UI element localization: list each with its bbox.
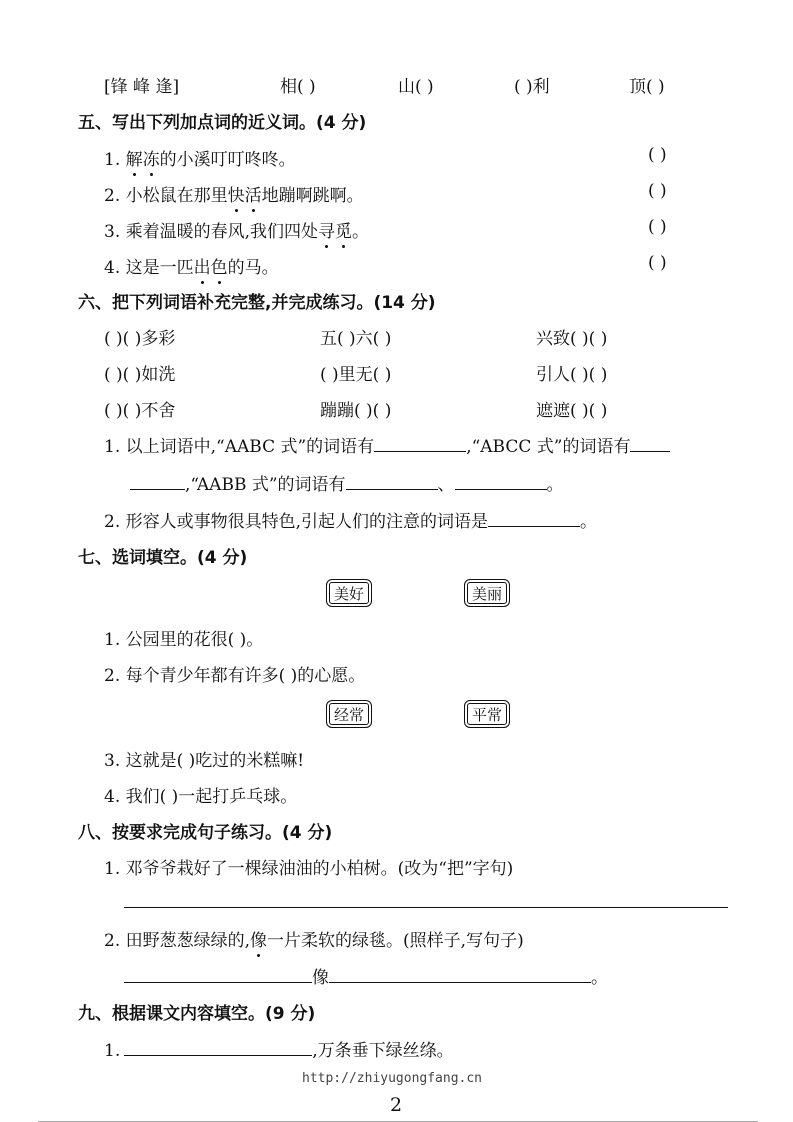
fill-blank[interactable]: ( )利 xyxy=(514,77,550,97)
section-title: 七、选词填空。(4 分) xyxy=(78,548,248,568)
question-line[interactable]: 2. 每个青少年都有许多( )的心愿。 xyxy=(104,666,366,686)
idiom-blank[interactable]: ( )( )如洗 xyxy=(104,365,176,385)
question-line[interactable]: 4. 我们( )一起打乒乓球。 xyxy=(104,787,298,807)
fill-blank[interactable]: 山( ) xyxy=(398,77,434,97)
question-line[interactable]: 3. 这就是( )吃过的米糕嘛! xyxy=(104,751,305,771)
emphasis-char: 解 xyxy=(126,145,143,170)
word-option-box: 美丽 xyxy=(464,579,510,607)
question-line: 1. 以上词语中,“AABC 式”的词语有 ,“ABCC 式”的词语有 xyxy=(104,432,670,457)
idiom-blank[interactable]: 遮遮( )( ) xyxy=(536,401,608,421)
emphasis-char: 活 xyxy=(245,181,262,206)
word-option-box: 平常 xyxy=(464,700,510,728)
dotted-word xyxy=(126,150,160,170)
idiom-blank[interactable]: 引人( )( ) xyxy=(536,365,608,385)
fill-blank[interactable]: 顶( ) xyxy=(629,77,665,97)
page-number: 2 xyxy=(390,1094,403,1116)
question-line: 1. ,万条垂下绿丝绦。 xyxy=(104,1041,454,1061)
dotted-word xyxy=(194,258,228,278)
answer-blank[interactable]: ( ) xyxy=(648,145,667,165)
emphasis-char: 觅 xyxy=(335,217,352,242)
answer-blank[interactable]: ( ) xyxy=(648,181,667,201)
question-line: 2. 小松鼠在那里快活地蹦啊跳啊。 xyxy=(104,181,364,206)
idiom-blank[interactable]: ( )里无( ) xyxy=(320,365,392,385)
answer-blank[interactable]: ( ) xyxy=(648,217,667,237)
answer-line[interactable] xyxy=(124,907,728,908)
char-group-options: [锋 峰 逢] xyxy=(104,77,180,97)
section-title: 五、写出下列加点词的近义词。(4 分) xyxy=(78,113,367,133)
fill-blank[interactable]: 相( ) xyxy=(280,77,316,97)
section-title: 九、根据课文内容填空。(9 分) xyxy=(78,1004,316,1024)
answer-underline[interactable] xyxy=(124,966,312,983)
idiom-blank[interactable]: ( )( )不舍 xyxy=(104,401,176,421)
question-line: 1. 邓爷爷栽好了一棵绿油油的小柏树。(改为“把”字句) xyxy=(104,859,514,879)
question-line: 4. 这是一匹出色的马。 xyxy=(104,253,279,278)
dotted-word xyxy=(228,186,262,206)
emphasis-char: 冻 xyxy=(143,145,160,170)
answer-underline[interactable] xyxy=(374,435,466,452)
word-option-box: 经常 xyxy=(326,700,372,728)
answer-underline[interactable] xyxy=(329,966,591,983)
answer-underline[interactable] xyxy=(124,1039,312,1056)
idiom-blank[interactable]: ( )( )多彩 xyxy=(104,329,176,349)
answer-underline[interactable] xyxy=(455,473,547,490)
emphasis-char: 寻 xyxy=(318,217,335,242)
section-title: 八、按要求完成句子练习。(4 分) xyxy=(78,823,333,843)
question-line[interactable]: 1. 公园里的花很( )。 xyxy=(104,630,264,650)
emphasis-char: 出 xyxy=(194,253,211,278)
section-title: 六、把下列词语补充完整,并完成练习。(14 分) xyxy=(78,293,436,313)
emphasis-char: 色 xyxy=(211,253,228,278)
idiom-blank[interactable]: 蹦蹦( )( ) xyxy=(320,401,392,421)
dotted-word xyxy=(250,931,267,951)
word-option-box: 美好 xyxy=(326,579,372,607)
answer-underline[interactable] xyxy=(488,510,580,527)
answer-underline[interactable] xyxy=(130,473,185,490)
idiom-blank[interactable]: 兴致( )( ) xyxy=(536,329,608,349)
footer-url[interactable]: http://zhiyugongfang.cn xyxy=(302,1071,483,1086)
emphasis-char: 像 xyxy=(250,926,267,951)
answer-underline[interactable] xyxy=(630,435,670,452)
question-line: 1. 解冻的小溪叮叮咚咚。 xyxy=(104,145,296,170)
question-line: 3. 乘着温暖的春风,我们四处寻觅。 xyxy=(104,217,369,242)
answer-underline[interactable] xyxy=(346,473,438,490)
question-line: 像 。 xyxy=(124,963,608,988)
emphasis-char: 快 xyxy=(228,181,245,206)
answer-blank[interactable]: ( ) xyxy=(648,253,667,273)
question-line: 2. 形容人或事物很具特色,引起人们的注意的词语是 。 xyxy=(104,512,598,532)
question-line: ,“AABB 式”的词语有 、 。 xyxy=(130,470,564,495)
question-line: 2. 田野葱葱绿绿的,像一片柔软的绿毯。(照样子,写句子) xyxy=(104,926,524,951)
dotted-word xyxy=(318,222,352,242)
idiom-blank[interactable]: 五( )六( ) xyxy=(320,329,392,349)
